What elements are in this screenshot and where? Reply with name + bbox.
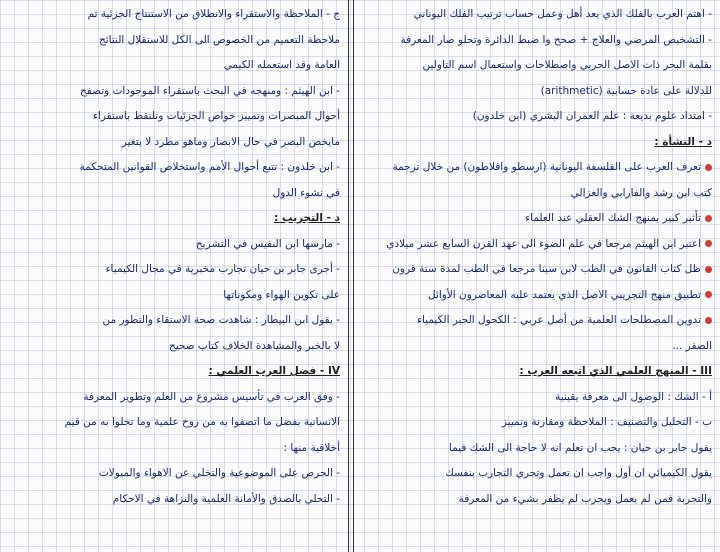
- line-text: تطبيق منهج التجريبي الاصل الذي يعتمد عليه المعاصرون الأوائل: [427, 288, 701, 301]
- line-text: العامة وقد استعمله الكيمي: [223, 59, 340, 71]
- line-text: لا بالخبر والمشاهدة الخلاف كتاب صحيح: [168, 339, 340, 352]
- right-column-line: [358, 232, 712, 258]
- left-column-line: [6, 410, 340, 436]
- right-column-line: [358, 181, 712, 207]
- left-column-line: [6, 181, 340, 207]
- left-column-line: [6, 436, 340, 462]
- left-column-line: [6, 104, 340, 130]
- bullet-dot-icon: [705, 215, 712, 222]
- right-column: [358, 2, 712, 550]
- right-column-line: [358, 436, 712, 462]
- right-column-line: [358, 334, 712, 360]
- right-column-line: [358, 283, 712, 309]
- line-text: - الحرص على الموضوعية والتخلي عن الاهواء والميولات: [98, 467, 340, 479]
- line-text: الانسانية بفضل ما اتصفوا به من روح علمية وما تحلوا به من قيم: [64, 416, 340, 428]
- left-column-line: [6, 359, 340, 385]
- line-text: - يقول ابن البيطار : شاهدت صحة الاستقاء والتطور من: [102, 314, 340, 326]
- right-column-line: [358, 79, 712, 105]
- line-text: أحوال المبصرات وتمييز خواص الجزئيات وتلتقط باستقراء: [92, 110, 340, 122]
- line-text: - التشخيص المرضي والعلاج + صحح وا ضبط الدائرة وتحلو صار المعرفة: [400, 33, 712, 46]
- line-text: كتب ابن رشد والفارابي والغزالي: [570, 186, 712, 199]
- left-column-line: [6, 283, 340, 309]
- left-column-line: [6, 130, 340, 156]
- column-divider: [348, 0, 354, 552]
- bullet-dot-icon: [705, 291, 712, 298]
- line-text: ملاحظة التعميم من الخصوص الى الكل للاستقلال النتائج: [98, 33, 340, 46]
- right-column-line: [358, 206, 712, 232]
- right-column-line: [358, 308, 712, 334]
- right-column-line: [358, 155, 712, 181]
- line-text: تأثير كبير بمنهج الشك العقلي عند العلماء: [525, 212, 701, 224]
- line-text: - امتداد علوم بديعة : علم العمران البشري (ابن خلدون): [472, 110, 712, 122]
- line-text: اعتبر ابن الهيثم مرجعا في علم الضوء الى عهد القرن السابع عشر ميلادي: [386, 237, 701, 250]
- line-text: تدوين المصطلحات العلمية من أصل عربي : الكحول الجبر الكيمياء: [417, 314, 701, 326]
- right-column-line: [358, 359, 712, 385]
- line-text: - وفق العرب في تأسيس مشروع من العلم وتطوير المعرفة: [83, 390, 340, 403]
- right-column-line: [358, 104, 712, 130]
- left-column-line: [6, 308, 340, 334]
- line-text: على تكوين الهواء ومكوناتها: [223, 288, 340, 301]
- line-text: ظل كتاب القانون في الطب لابن سينا مرجعا في الطب لمدة ستة قرون: [392, 263, 701, 275]
- line-text: - ابن الهيثم : ومنهجه في البحث باستقراء الموجودات وتصفح: [80, 84, 340, 97]
- line-text: مايخص البصر في حال الابصار وماهو مطرد لا يتغير: [121, 135, 340, 148]
- left-column: [6, 2, 340, 550]
- left-column-line: [6, 257, 340, 283]
- left-column-line: [6, 487, 340, 513]
- right-column-line: [358, 28, 712, 54]
- line-text: ب - التحليل والتصنيف : الملاحظة ومقارنة وتمييز: [501, 416, 712, 428]
- line-text: في نشوء الدول: [272, 186, 340, 199]
- line-text: - مارسها ابن النفيس في التشريح: [195, 237, 340, 250]
- line-text: ج - الملاحظة والاستقراء والانطلاق من الاستنتاج الجزئية ثم: [87, 8, 340, 20]
- left-column-line: [6, 79, 340, 105]
- left-column-line: [6, 334, 340, 360]
- line-text: - أجرى جابر بن حيان تجارب مخبرية في مجال الكيمياء: [105, 263, 340, 275]
- right-column-line: [358, 2, 712, 28]
- line-text: تعرف العرب على الفلسفة اليونانية (ارسطو وافلاطون) من خلال ترجمة: [392, 161, 701, 173]
- line-text: الصفر ...: [672, 339, 712, 352]
- line-text: د - النشأة :: [654, 135, 712, 148]
- line-text: بقلمة البحر ذات الاصل الحربي واصطلاحات واستعمال اسم التاولين: [422, 59, 712, 71]
- right-column-line: [358, 461, 712, 487]
- left-column-line: [6, 206, 340, 232]
- left-column-line: [6, 155, 340, 181]
- bullet-dot-icon: [705, 164, 712, 171]
- left-column-line: [6, 232, 340, 258]
- line-text: IV - فضل العرب العلمي :: [208, 365, 340, 377]
- line-text: - ابن خلدون : تتبع أحوال الأمم واستخلاص القوانين المتحكمة: [79, 161, 340, 173]
- right-column-line: [358, 257, 712, 283]
- line-text: يقول جابر بن حيان : يجب ان تعلم انه لا حاجة الى الشك فيما: [448, 441, 712, 454]
- left-column-line: [6, 2, 340, 28]
- right-column-line: [358, 385, 712, 411]
- bullet-dot-icon: [705, 240, 712, 247]
- line-text: أ - الشك : الوصول الى معرفة يقينية: [555, 390, 712, 403]
- right-column-line: [358, 487, 712, 513]
- left-column-line: [6, 461, 340, 487]
- line-text: والتجربة فمن لم يعمل ويجرب لم يظفر بشيء من المعرفة: [458, 492, 712, 505]
- line-text: - اهتم العرب بالفلك الذي يعد أهل وعمل حساب ترتيب الفلك اليوناني: [413, 8, 712, 20]
- line-text: - التحلي بالصدق والأمانة العلمية والنزاهة في الاحكام: [112, 492, 340, 505]
- line-text: III - المنهج العلمي الذي اتبعه العرب :: [519, 365, 712, 377]
- line-text: للدلالة على عادة حسابية (arithmetic): [540, 84, 712, 97]
- line-text: يقول الكيميائي ان أول واجب ان تعمل وتجري التجارب بنفسك: [445, 467, 712, 479]
- right-column-line: [358, 53, 712, 79]
- bullet-dot-icon: [705, 317, 712, 324]
- line-text: أخلاقية منها :: [283, 441, 340, 454]
- line-text: د - التجريب :: [274, 212, 340, 224]
- bullet-dot-icon: [705, 266, 712, 273]
- left-column-line: [6, 28, 340, 54]
- right-column-line: [358, 130, 712, 156]
- right-column-line: [358, 410, 712, 436]
- left-column-line: [6, 385, 340, 411]
- left-column-line: [6, 53, 340, 79]
